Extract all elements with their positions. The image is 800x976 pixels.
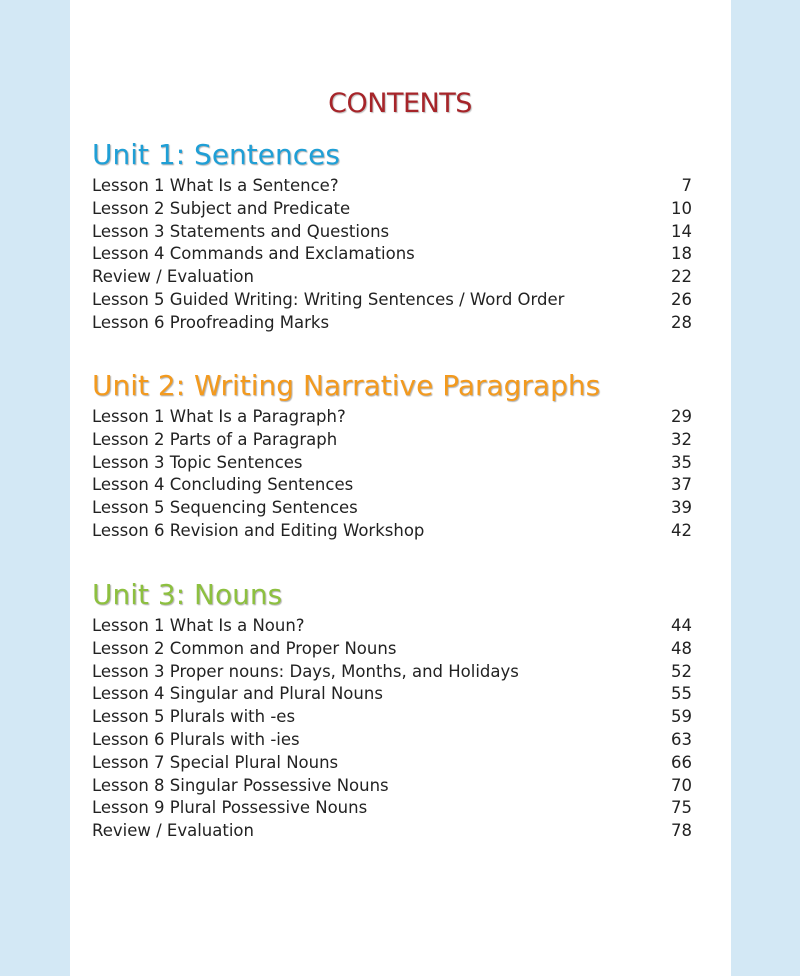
lesson-label: Lesson 2 Common and Proper Nouns: [92, 638, 397, 658]
toc-row: [92, 243, 692, 266]
lesson-label: Lesson 2 Subject and Predicate: [92, 198, 351, 218]
page-number: 39: [671, 498, 692, 518]
toc-row: [92, 175, 692, 198]
lesson-label: Lesson 5 Plurals with -es: [92, 707, 296, 727]
unit-heading: Unit 2: Writing Narrative Paragraphs: [92, 369, 601, 402]
toc-row: [92, 266, 692, 289]
page-number: 63: [671, 729, 692, 749]
page-number: 70: [671, 775, 692, 795]
page-number: 78: [671, 821, 692, 841]
toc-row: [92, 683, 692, 706]
lesson-label: Lesson 7 Special Plural Nouns: [92, 752, 339, 772]
toc-row: [92, 520, 692, 543]
lesson-list: [92, 406, 692, 543]
toc-row: [92, 198, 692, 221]
unit-section: [92, 135, 692, 335]
toc-row: [92, 752, 692, 775]
page-number: 52: [671, 661, 692, 681]
toc-row: [92, 312, 692, 335]
page-number: 22: [671, 267, 692, 287]
page-number: 10: [671, 198, 692, 218]
toc-row: [92, 497, 692, 520]
toc-row: [92, 820, 692, 843]
lesson-label: Lesson 5 Guided Writing: Writing Sentences / Word Order: [92, 289, 565, 309]
page-number: 14: [671, 221, 692, 241]
page-number: 37: [671, 475, 692, 495]
toc-row: [92, 221, 692, 244]
toc-row: [92, 729, 692, 752]
lesson-label: Lesson 4 Concluding Sentences: [92, 475, 354, 495]
toc-row: [92, 706, 692, 729]
lesson-label: Review / Evaluation: [92, 821, 254, 841]
lesson-label: Lesson 4 Singular and Plural Nouns: [92, 684, 383, 704]
page-number: 35: [671, 452, 692, 472]
page-number: 66: [671, 752, 692, 772]
page-number: 28: [671, 312, 692, 332]
lesson-label: Lesson 6 Plurals with -ies: [92, 729, 300, 749]
lesson-label: Lesson 9 Plural Possessive Nouns: [92, 798, 368, 818]
lesson-label: Lesson 3 Topic Sentences: [92, 452, 303, 472]
lesson-label: Lesson 1 What Is a Paragraph?: [92, 407, 346, 426]
page-number: 48: [671, 638, 692, 658]
lesson-label: Lesson 8 Singular Possessive Nouns: [92, 775, 389, 795]
lesson-label: Lesson 4 Commands and Exclamations: [92, 244, 415, 264]
page-number: 7: [681, 176, 692, 195]
page-number: 29: [671, 407, 692, 426]
page-number: 75: [671, 798, 692, 818]
page-number: 18: [671, 244, 692, 264]
lesson-label: Lesson 3 Statements and Questions: [92, 221, 390, 241]
unit-heading: Unit 1: Sentences: [92, 138, 340, 171]
page-title: CONTENTS: [328, 88, 472, 119]
toc-row: [92, 615, 692, 638]
lesson-label: Review / Evaluation: [92, 267, 254, 287]
lesson-label: Lesson 6 Proofreading Marks: [92, 312, 330, 332]
toc-row: [92, 797, 692, 820]
page-number: 44: [671, 616, 692, 635]
lesson-label: Lesson 5 Sequencing Sentences: [92, 498, 358, 518]
toc-row: [92, 452, 692, 475]
unit-section: [92, 366, 692, 543]
toc-row: [92, 775, 692, 798]
lesson-list: [92, 615, 692, 843]
toc-row: [92, 661, 692, 684]
lesson-label: Lesson 1 What Is a Sentence?: [92, 176, 339, 195]
toc-row: [92, 474, 692, 497]
toc-row: [92, 406, 692, 429]
unit-heading: Unit 3: Nouns: [92, 578, 283, 611]
unit-section: [92, 575, 692, 843]
toc-row: [92, 289, 692, 312]
lesson-label: Lesson 1 What Is a Noun?: [92, 616, 305, 635]
page-number: 59: [671, 707, 692, 727]
page-number: 55: [671, 684, 692, 704]
lesson-label: Lesson 2 Parts of a Paragraph: [92, 429, 338, 449]
page-number: 42: [671, 520, 692, 540]
lesson-list: [92, 175, 692, 335]
toc-row: [92, 429, 692, 452]
lesson-label: Lesson 3 Proper nouns: Days, Months, and Holidays: [92, 661, 519, 681]
lesson-label: Lesson 6 Revision and Editing Workshop: [92, 520, 425, 540]
toc-row: [92, 638, 692, 661]
page-number: 32: [671, 429, 692, 449]
page-number: 26: [671, 289, 692, 309]
